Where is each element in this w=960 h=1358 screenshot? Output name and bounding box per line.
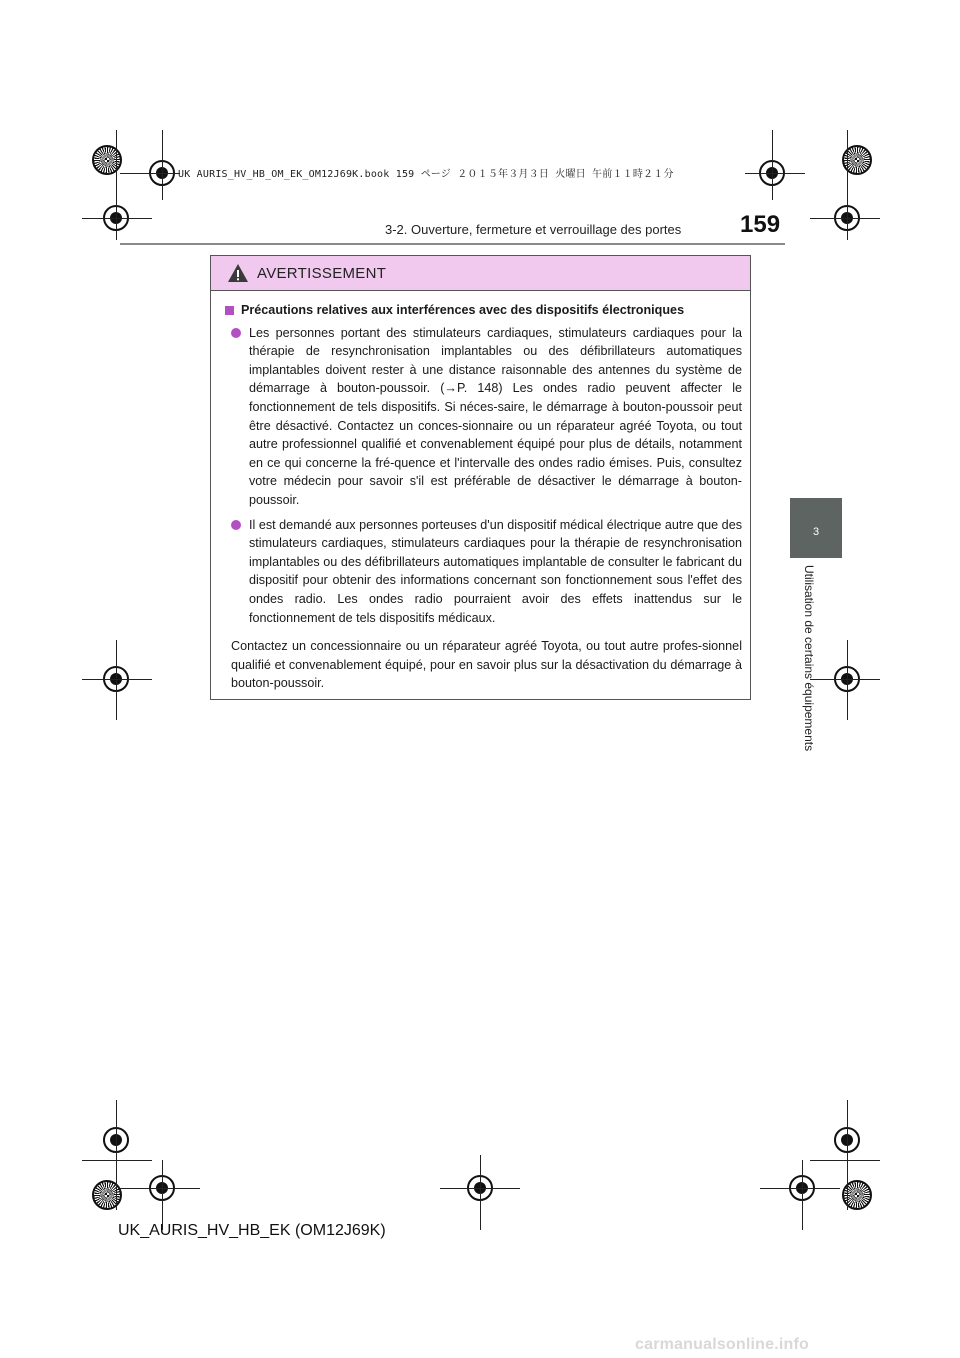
page-number: 159 [740, 211, 781, 238]
square-bullet-icon [225, 306, 234, 315]
warning-header [211, 256, 750, 291]
crop-line [120, 1188, 200, 1189]
book-info-line: UK AURIS_HV_HB_OM_EK_OM12J69K.book 159 ページ ２０１５年３月３日 火曜日 午前１１時２１分 [178, 169, 674, 180]
watermark: carmanualsonline.info [635, 1336, 810, 1353]
crop-line [802, 1160, 803, 1230]
subheading-text: Précautions relatives aux interférences avec des dispositifs électroniques [241, 303, 685, 317]
crop-line [810, 679, 880, 680]
closing-paragraph: Contactez un concessionnaire ou un réparateur agréé Toyota, ou tout autre profes-sionnel qualifié et convenablement équipé, pour en savoir plus sur la désactivation du démarrage à bouton-poussoir. [231, 639, 742, 691]
crop-line [162, 1160, 163, 1230]
section-title: 3-2. Ouverture, fermeture et verrouillage des portes [385, 222, 682, 237]
list-item [225, 324, 742, 510]
crop-line [847, 1100, 848, 1210]
crop-line [82, 1160, 152, 1161]
crop-line [772, 130, 773, 200]
warning-body [211, 291, 750, 693]
crop-line [82, 218, 152, 219]
crop-line [480, 1155, 481, 1230]
warning-box [210, 255, 751, 700]
warning-title: AVERTISSEMENT [257, 264, 387, 282]
crop-line [810, 218, 880, 219]
crop-line [120, 173, 180, 174]
crop-line [745, 173, 805, 174]
warning-subheading [225, 301, 742, 320]
crop-line [847, 640, 848, 720]
round-bullet-icon [231, 520, 241, 530]
bullet-text: Les personnes portant des stimulateurs cardiaques, stimulateurs cardiaques pour la thérapie de resynchronisation implantables ou des défibrillateurs automatiques implantables doivent rester à une distance raisonnable des antennes du système de démarrage à bouton-poussoir. (→P. 148) Les ondes radio peuvent affecter le fonctionnement de tels dispositifs. Si néces-saire, le démarrage à bouton-poussoir peut être désactivé. Contactez un conces-sionnaire ou un réparateur agréé Toyota, ou tout autre professionnel qualifié et convenablement équipé pour plus de détails, notamment en ce qui concerne la fré-quence et l'intervalle des ondes radio émises. Puis, consultez votre médecin pour savoir s'il est préférable de désactiver le démarrage à bouton-poussoir. [249, 325, 742, 507]
crop-line [82, 679, 152, 680]
crop-line [116, 640, 117, 720]
bullet-text: Il est demandé aux personnes porteuses d'un dispositif médical électrique autre que des stimulateurs cardiaques, stimulateurs cardiaques pour la thérapie de resynchronisation implantables ou des défibrillateurs automatiques implantable de consulter le fabricant du dispositif pour obtenir des informations concernant son fonctionnement sous l'effet des ondes radio. Les ondes radio pourraient avoir des effets inattendus sur le fonctionnement de tels dispositifs médicaux. [249, 517, 742, 625]
crop-line [116, 1100, 117, 1210]
crop-line [810, 1160, 880, 1161]
crop-line [847, 130, 848, 240]
header-divider [120, 243, 785, 245]
round-bullet-icon [231, 328, 241, 338]
chapter-number: 3 [812, 526, 820, 538]
crop-line [116, 130, 117, 240]
chapter-side-label: Utilisation de certains équipements [802, 565, 816, 752]
warning-triangle-icon [227, 263, 249, 283]
chapter-tab [790, 498, 842, 558]
starburst-mark-top-left-icon [92, 145, 122, 175]
model-code: UK_AURIS_HV_HB_EK (OM12J69K) [118, 1222, 386, 1239]
crop-line [162, 130, 163, 200]
crop-line [760, 1188, 840, 1189]
list-item [225, 516, 742, 628]
crop-line [440, 1188, 520, 1189]
starburst-mark-bottom-left-icon [92, 1180, 122, 1210]
